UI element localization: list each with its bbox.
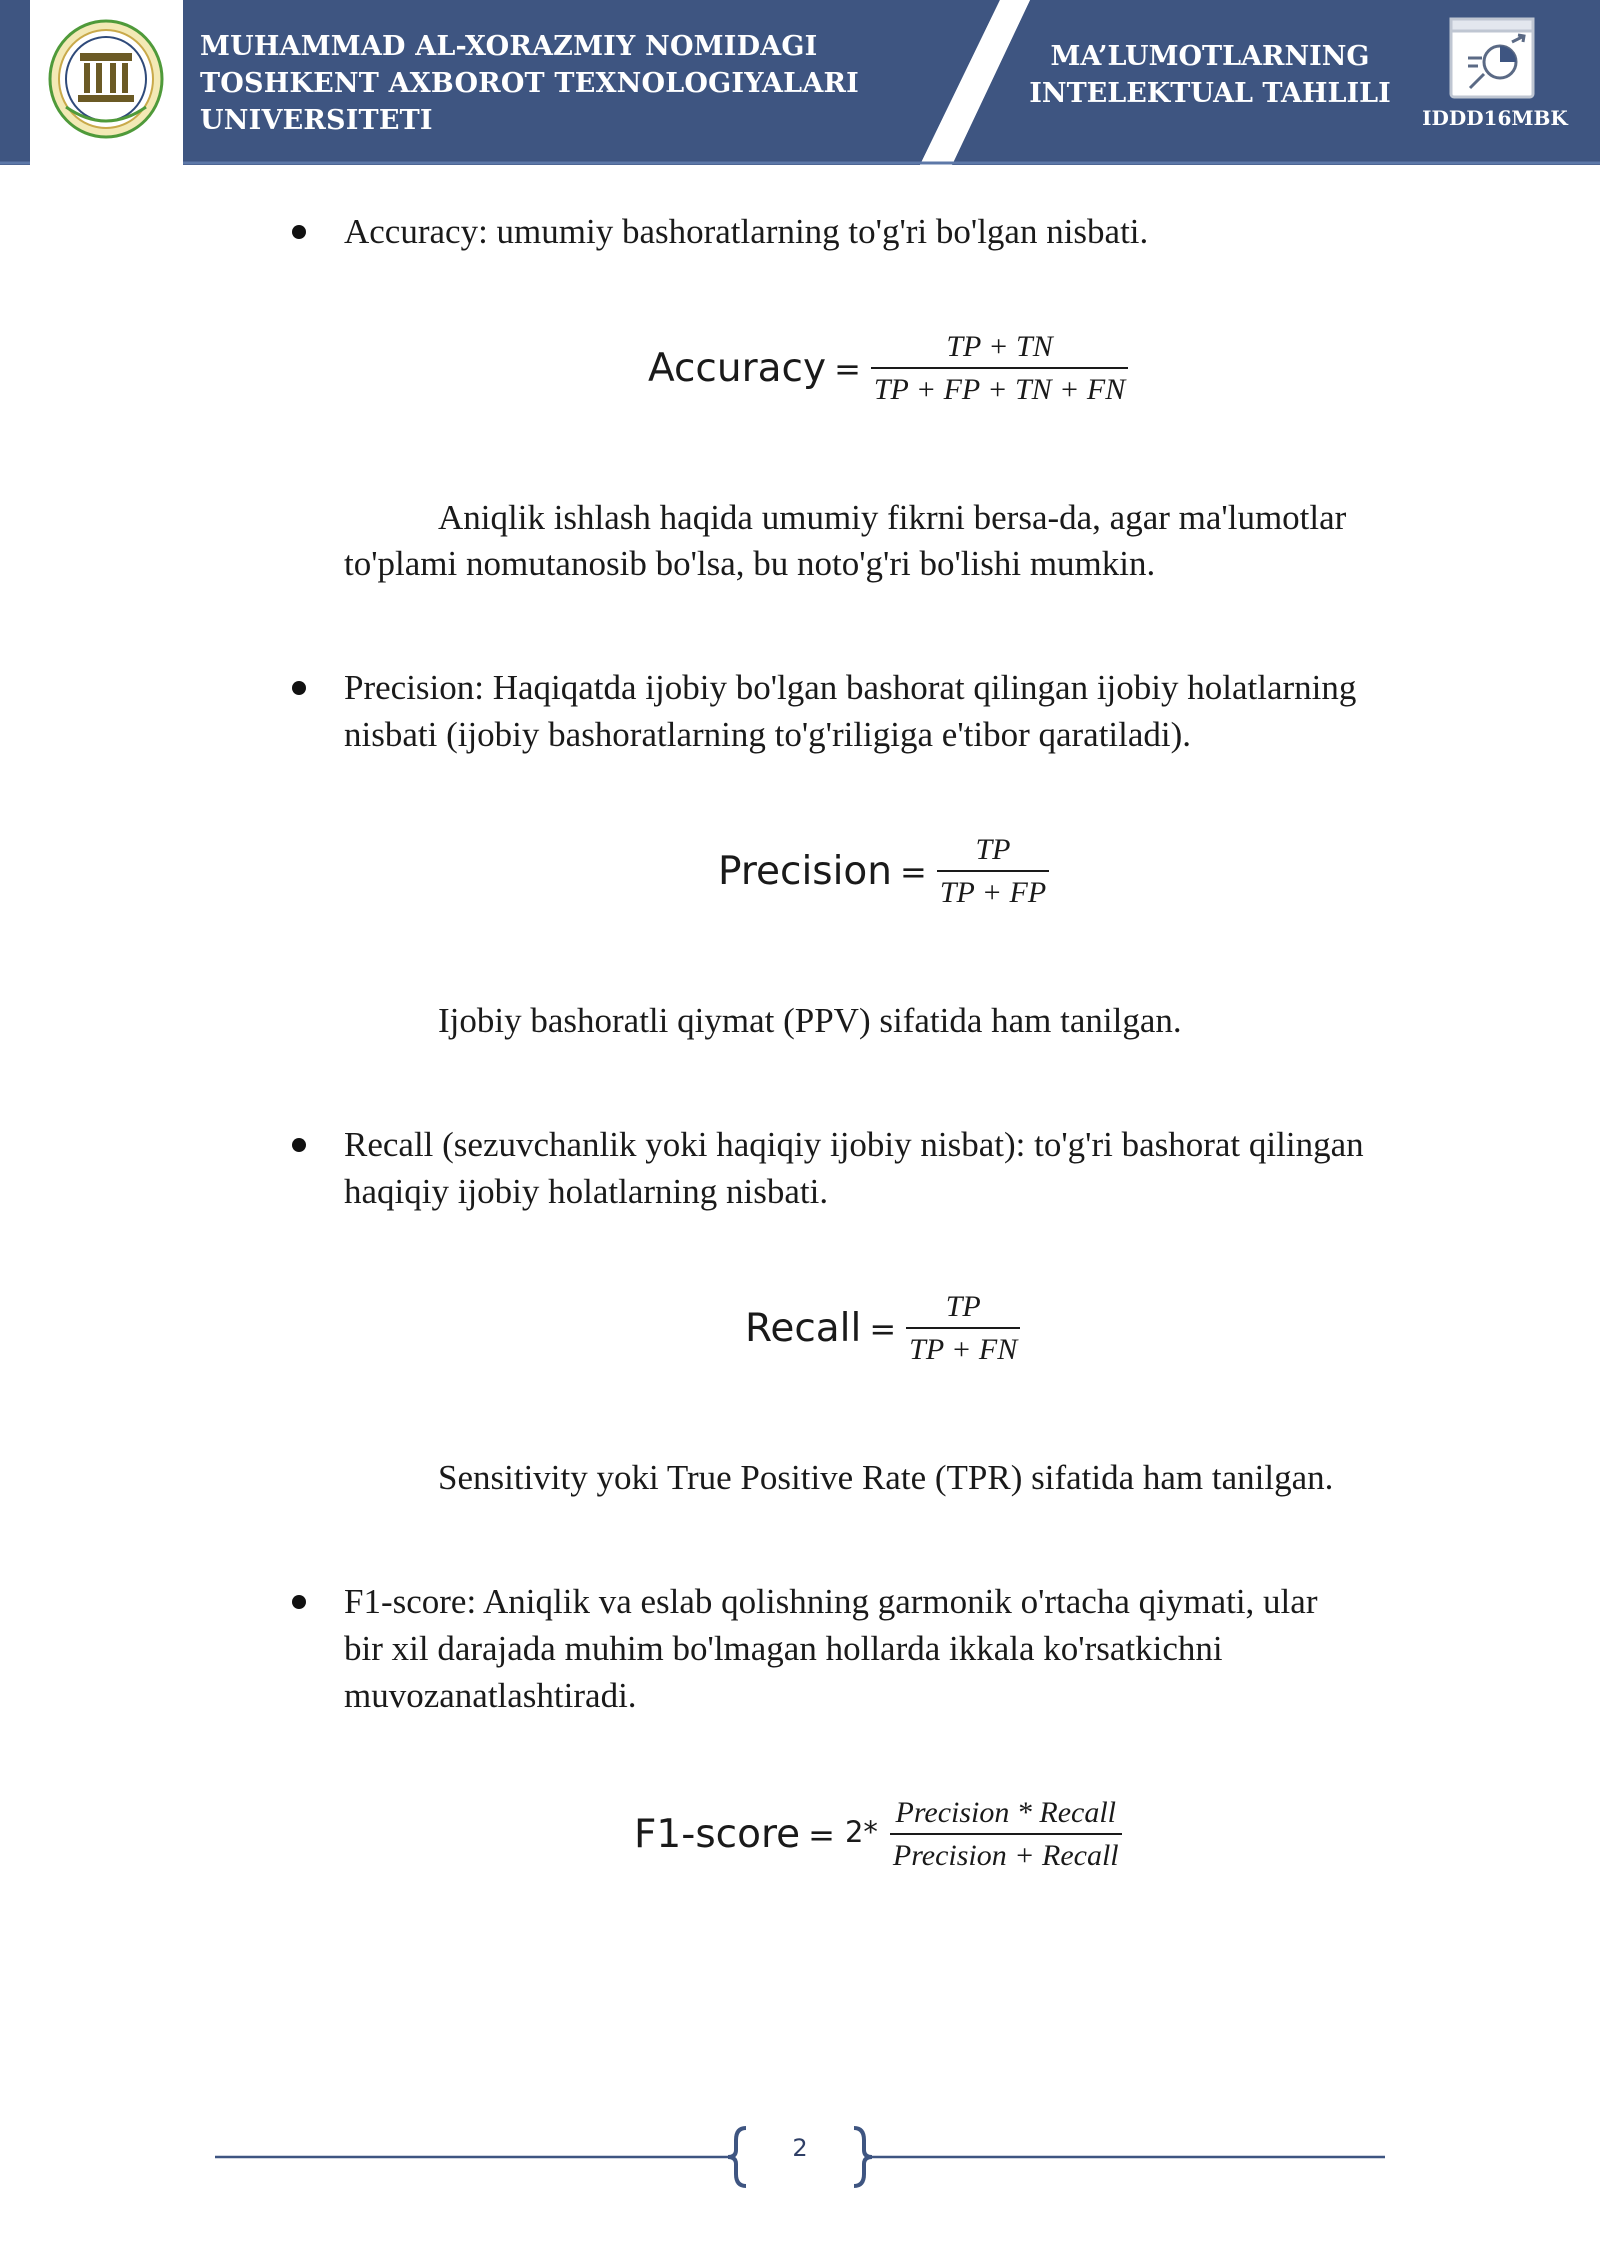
university-name-line: TOSHKENT AXBOROT TEXNOLOGIYALARI [200, 68, 859, 99]
f1-bullet-line: muvozanatlashtiradi. [344, 1676, 637, 1715]
course-title [1000, 38, 1420, 112]
f1-formula [634, 1796, 1122, 1873]
fraction-bar [937, 870, 1049, 872]
f1-bullet-line: bir xil darajada muhim bo'lmagan hollarda ikkala ko'rsatkichni [344, 1629, 1223, 1668]
university-emblem-icon [46, 17, 166, 142]
formula-equals: = [869, 1309, 897, 1348]
bullet-icon [292, 681, 306, 695]
university-name [200, 28, 859, 139]
precision-bullet-line: nisbati (ijobiy bashoratlarning to'g'riligiga e'tibor qaratiladi). [344, 715, 1192, 754]
formula-denominator: Precision + Recall [892, 1839, 1119, 1872]
formula-lhs: Accuracy [648, 346, 827, 391]
precision-formula [718, 833, 1049, 910]
accuracy-bullet: Accuracy: umumiy bashoratlarning to'g'ri bo'lgan nisbati. [344, 212, 1149, 251]
formula-numerator: TP [975, 833, 1011, 866]
bullet-icon [292, 1138, 306, 1152]
formula-fraction [871, 330, 1128, 407]
formula-numerator: TP + TN [946, 330, 1053, 363]
formula-lhs: F1-score [634, 1812, 801, 1857]
university-name-line: UNIVERSITETI [200, 105, 433, 136]
left-brace-icon [728, 2128, 746, 2186]
formula-fraction [906, 1290, 1020, 1367]
formula-numerator: Precision * Recall [895, 1796, 1116, 1829]
accuracy-formula [648, 330, 1128, 407]
formula-numerator: TP [945, 1290, 981, 1323]
logo-container [30, 0, 183, 165]
formula-fraction [890, 1796, 1122, 1873]
recall-bullet-line: Recall (sezuvchanlik yoki haqiqiy ijobiy nisbat): to'g'ri bashorat qilingan [344, 1125, 1364, 1164]
course-title-line: MA’LUMOTLARNING [1050, 41, 1370, 72]
analytics-window-icon [1448, 16, 1536, 100]
precision-note: Ijobiy bashoratli qiymat (PPV) sifatida ham tanilgan. [438, 1001, 1182, 1040]
recall-formula [745, 1290, 1020, 1367]
fraction-bar [871, 367, 1128, 369]
bullet-icon [292, 1595, 306, 1609]
page-number: 2 [792, 2134, 808, 2162]
formula-denominator: TP + FN [909, 1333, 1018, 1366]
recall-note: Sensitivity yoki True Positive Rate (TPR) sifatida ham tanilgan. [438, 1458, 1334, 1497]
formula-equals: = [834, 349, 861, 388]
fraction-bar [890, 1833, 1122, 1835]
formula-denominator: TP + FP [939, 876, 1047, 909]
accuracy-note-line: to'plami nomutanosib bo'lsa, bu noto'g'ri bo'lishi mumkin. [344, 544, 1156, 583]
formula-lhs: Precision [718, 849, 893, 894]
formula-coefficient: 2* [844, 1814, 878, 1849]
right-brace-icon [854, 2128, 872, 2186]
course-title-line: INTELEKTUAL TAHLILI [1029, 78, 1391, 109]
page-header [0, 0, 1600, 165]
f1-bullet-line: F1-score: Aniqlik va eslab qolishning garmonik o'rtacha qiymati, ular [344, 1582, 1318, 1621]
course-code: IDDD16MBK [1422, 106, 1568, 130]
formula-denominator: TP + FP + TN + FN [873, 373, 1126, 406]
recall-bullet-line: haqiqiy ijobiy holatlarning nisbati. [344, 1172, 829, 1211]
fraction-bar [906, 1327, 1020, 1329]
bullet-icon [292, 225, 306, 239]
formula-equals: = [900, 852, 927, 891]
formula-lhs: Recall [745, 1306, 862, 1351]
formula-fraction [937, 833, 1049, 910]
accuracy-note-line: Aniqlik ishlash haqida umumiy fikrni bersa-da, agar ma'lumotlar [438, 498, 1347, 537]
university-name-line: MUHAMMAD AL-XORAZMIY NOMIDAGI [200, 31, 818, 62]
formula-equals: = [808, 1815, 835, 1854]
precision-bullet-line: Precision: Haqiqatda ijobiy bo'lgan bashorat qilingan ijobiy holatlarning [344, 668, 1357, 707]
